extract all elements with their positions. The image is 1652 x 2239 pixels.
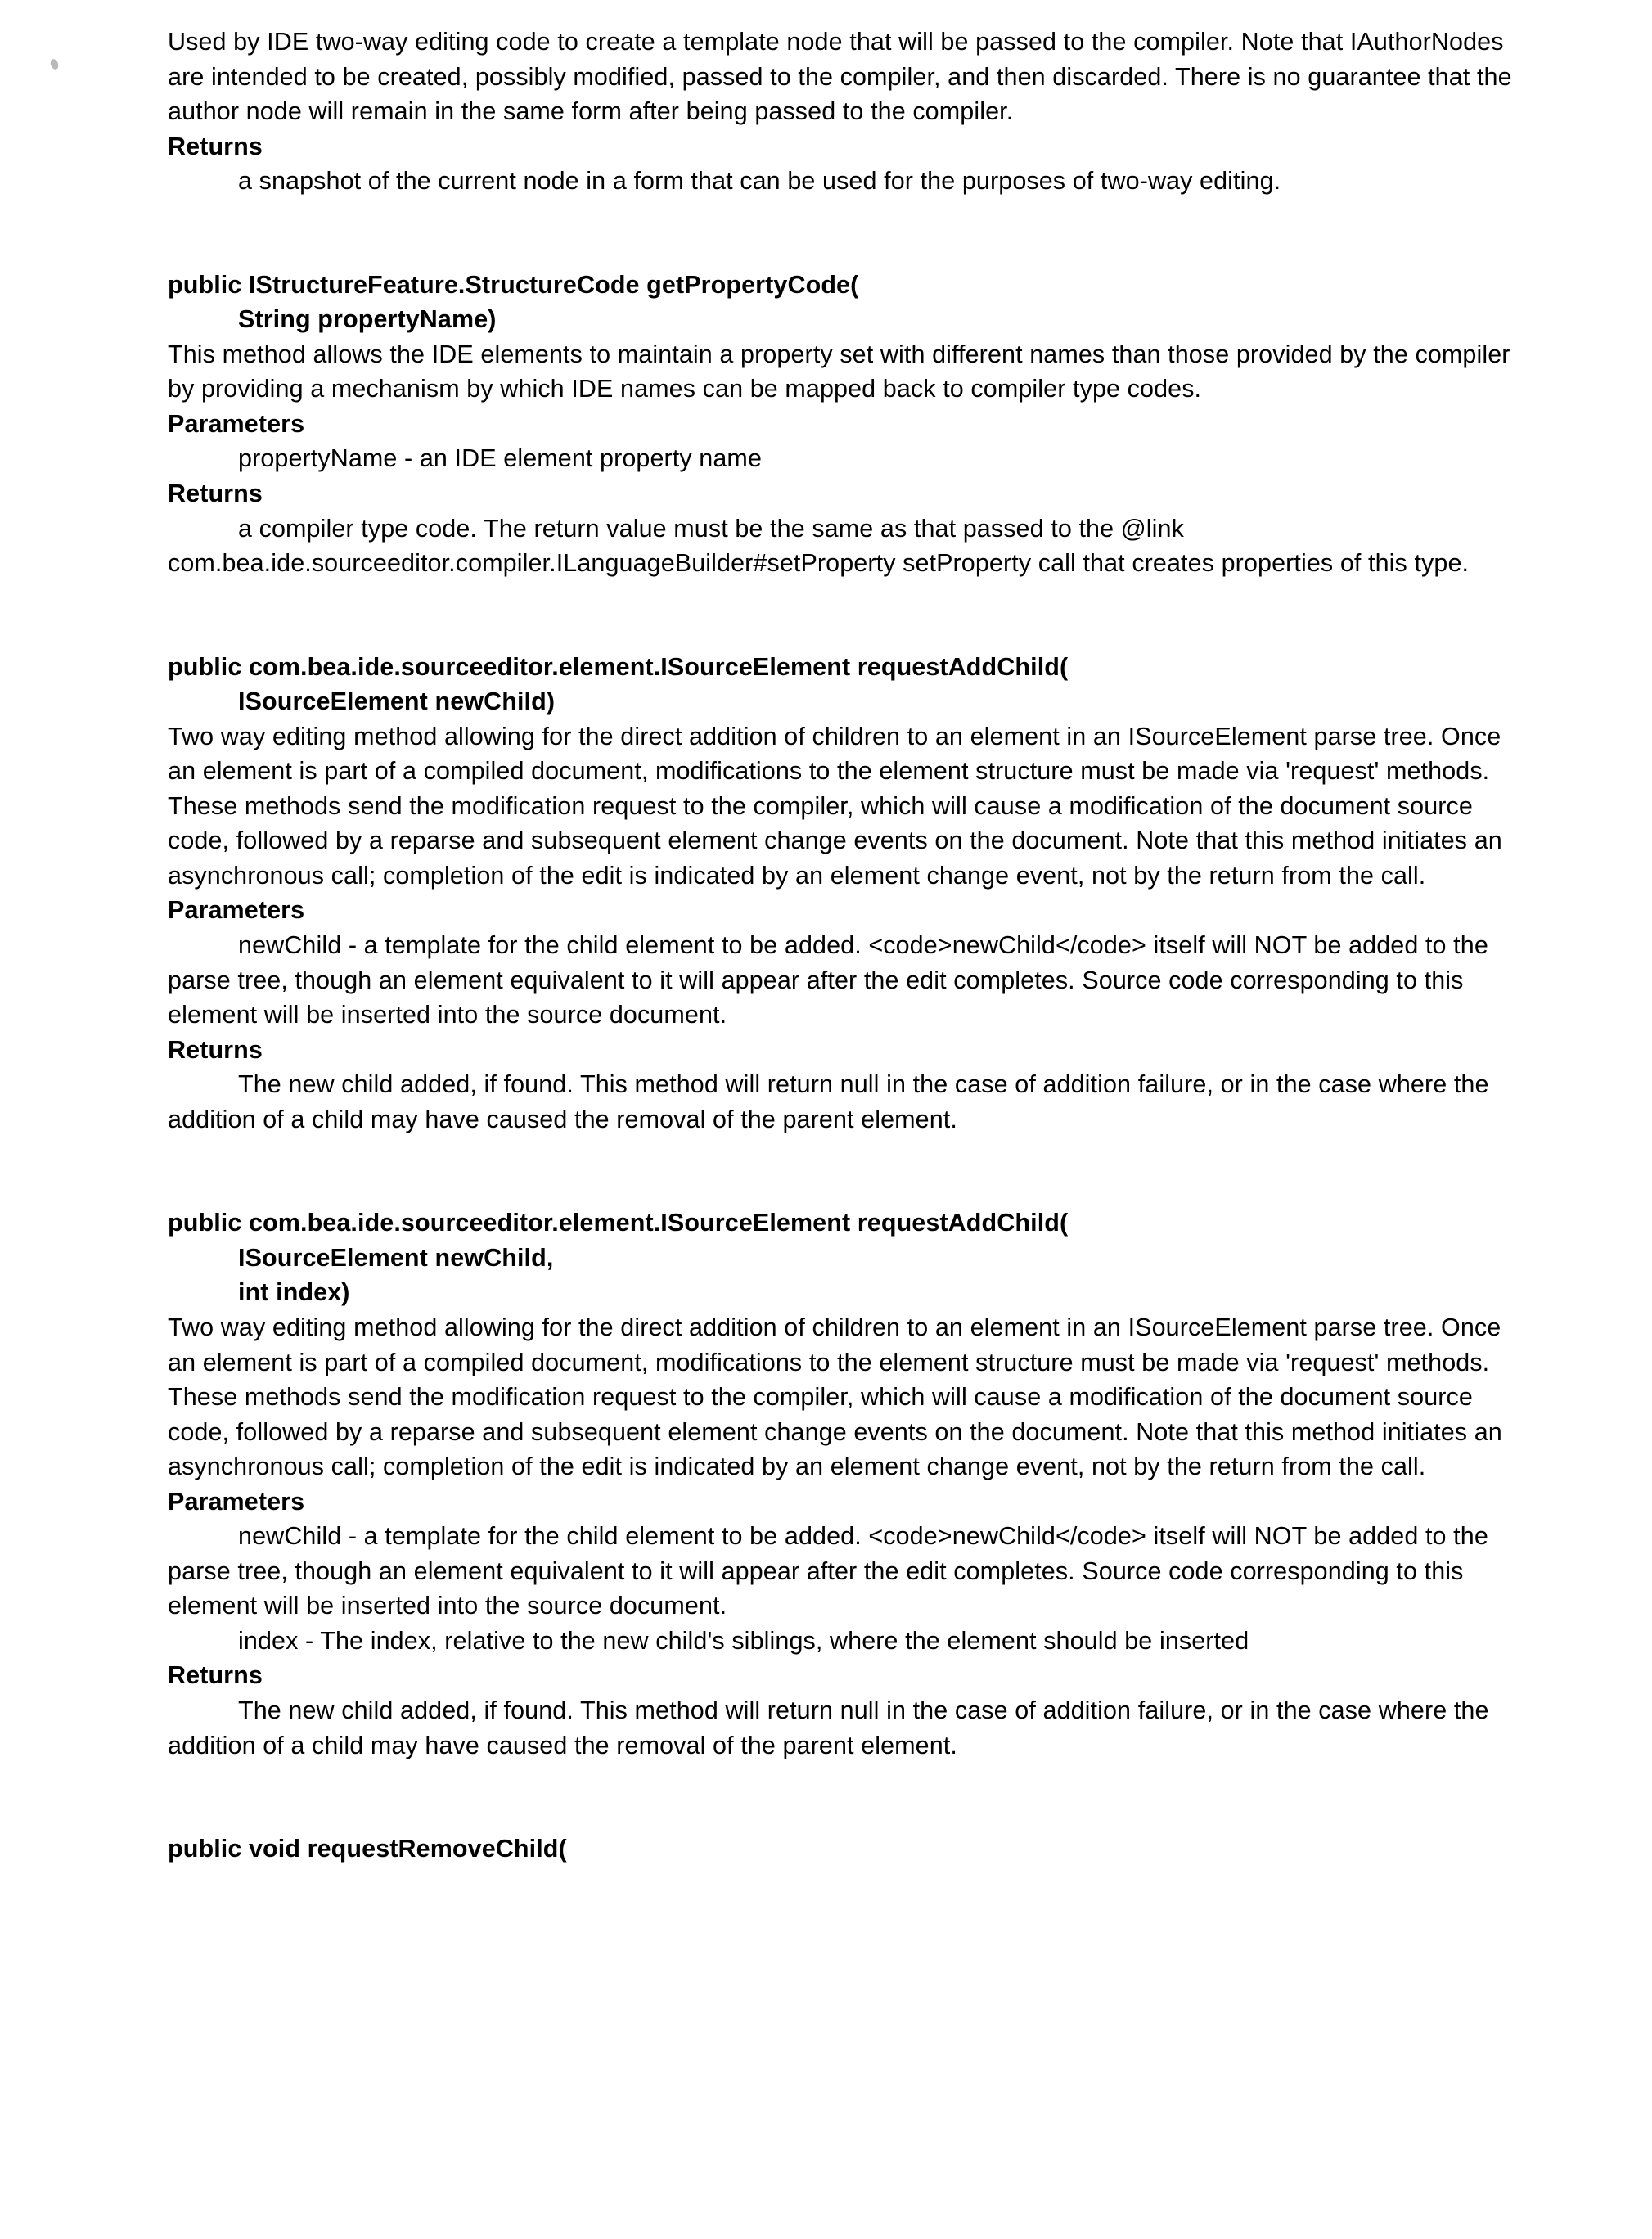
paragraph-returns-2-description: The new child added, if found. This method will return null in the case of addition failure, or in the case where the addition of a child may have caused the removal of the parent element. [168, 1070, 1489, 1133]
paragraph-request-add-child-1-body: Two way editing method allowing for the direct addition of children to an element in an ISourceElement parse tree. Once an element is part of a compiled document, modifications to the element structure must be made via 'request' methods. These methods send the modification request to the compiler, which will cause a modification of the document source code, followed by a reparse and subsequent element change events on the document. Note that this method initiates an asynchronous call; completion of the edit is indicated by an element change event, not by the return from the call. [168, 722, 1502, 890]
document-body [168, 25, 1529, 1867]
heading-returns-1: Returns [168, 480, 263, 508]
method-signature-request-add-child-1: public com.bea.ide.sourceeditor.element.ISourceElement requestAddChild( [168, 652, 1069, 681]
paragraph-returns-description: a snapshot of the current node in a form that can be used for the purposes of two-way editing. [238, 167, 1281, 196]
method-signature-request-add-child-2-param-1: ISourceElement newChild, [238, 1243, 554, 1272]
method-signature-request-add-child-2: public com.bea.ide.sourceeditor.element.ISourceElement requestAddChild( [168, 1209, 1069, 1237]
paragraph-returns-1-description: a compiler type code. The return value must be the same as that passed to the @link com.bea.ide.sourceeditor.compiler.ILanguageBuilder#setProperty setProperty call that creates properties of this type. [168, 514, 1470, 578]
paragraph-get-property-code-body: This method allows the IDE elements to maintain a property set with different names than those provided by the compiler by providing a mechanism by which IDE names can be mapped back to compiler type codes. [168, 340, 1510, 403]
method-signature-request-add-child-2-param-2: int index) [238, 1278, 350, 1307]
heading-returns-3: Returns [168, 1661, 263, 1690]
paragraph-parameters-3-description-2: index - The index, relative to the new child's siblings, where the element should be inserted [238, 1626, 1249, 1655]
spacer [168, 199, 1529, 232]
heading-parameters-3: Parameters [168, 1487, 305, 1516]
paragraph-returns-3-description: The new child added, if found. This method will return null in the case of addition failure, or in the case where the addition of a child may have caused the removal of the parent element. [168, 1696, 1489, 1759]
paragraph-parameters-3-description-1: newChild - a template for the child element to be added. <code>newChild</code> itself will NOT be added to the parse tree, though an element equivalent to it will appear after the edit completes. Source code corresponding to this element will be inserted into the source document. [168, 1522, 1488, 1620]
method-signature-request-add-child-1-param: ISourceElement newChild) [238, 687, 556, 716]
heading-parameters-1: Parameters [168, 409, 305, 438]
heading-parameters-2: Parameters [168, 896, 305, 925]
paragraph-request-add-child-2-body: Two way editing method allowing for the direct addition of children to an element in an ISourceElement parse tree. Once an element is part of a compiled document, modifications to the element structure must be made via 'request' methods. These methods send the modification request to the compiler, which will cause a modification of the document source code, followed by a reparse and subsequent element change events on the document. Note that this method initiates an asynchronous call; completion of the edit is indicated by an element change event, not by the return from the call. [168, 1313, 1502, 1481]
method-signature-get-property-code-param: String propertyName) [238, 305, 497, 334]
method-signature-get-property-code: public IStructureFeature.StructureCode getPropertyCode( [168, 270, 859, 299]
heading-returns-2: Returns [168, 1035, 263, 1064]
spacer [168, 581, 1529, 614]
page-speck-artifact [49, 58, 60, 70]
paragraph-parameters-1-description: propertyName - an IDE element property name [238, 444, 763, 473]
method-signature-request-remove-child: public void requestRemoveChild( [168, 1835, 567, 1863]
paragraph-parameters-2-description: newChild - a template for the child element to be added. <code>newChild</code> itself will NOT be added to the parse tree, though an element equivalent to it will appear after the edit completes. Source code corresponding to this element will be inserted into the source document. [168, 931, 1488, 1029]
spacer [168, 1763, 1529, 1795]
spacer [168, 1137, 1529, 1169]
paragraph-intro-body: Used by IDE two-way editing code to create a template node that will be passed to the compiler. Note that IAuthorNodes are intended to be created, possibly modified, passed to the compiler, and then discarded. There is no guarantee that the author node will remain in the same form after being passed to the compiler. [168, 28, 1512, 126]
heading-returns: Returns [168, 132, 263, 160]
